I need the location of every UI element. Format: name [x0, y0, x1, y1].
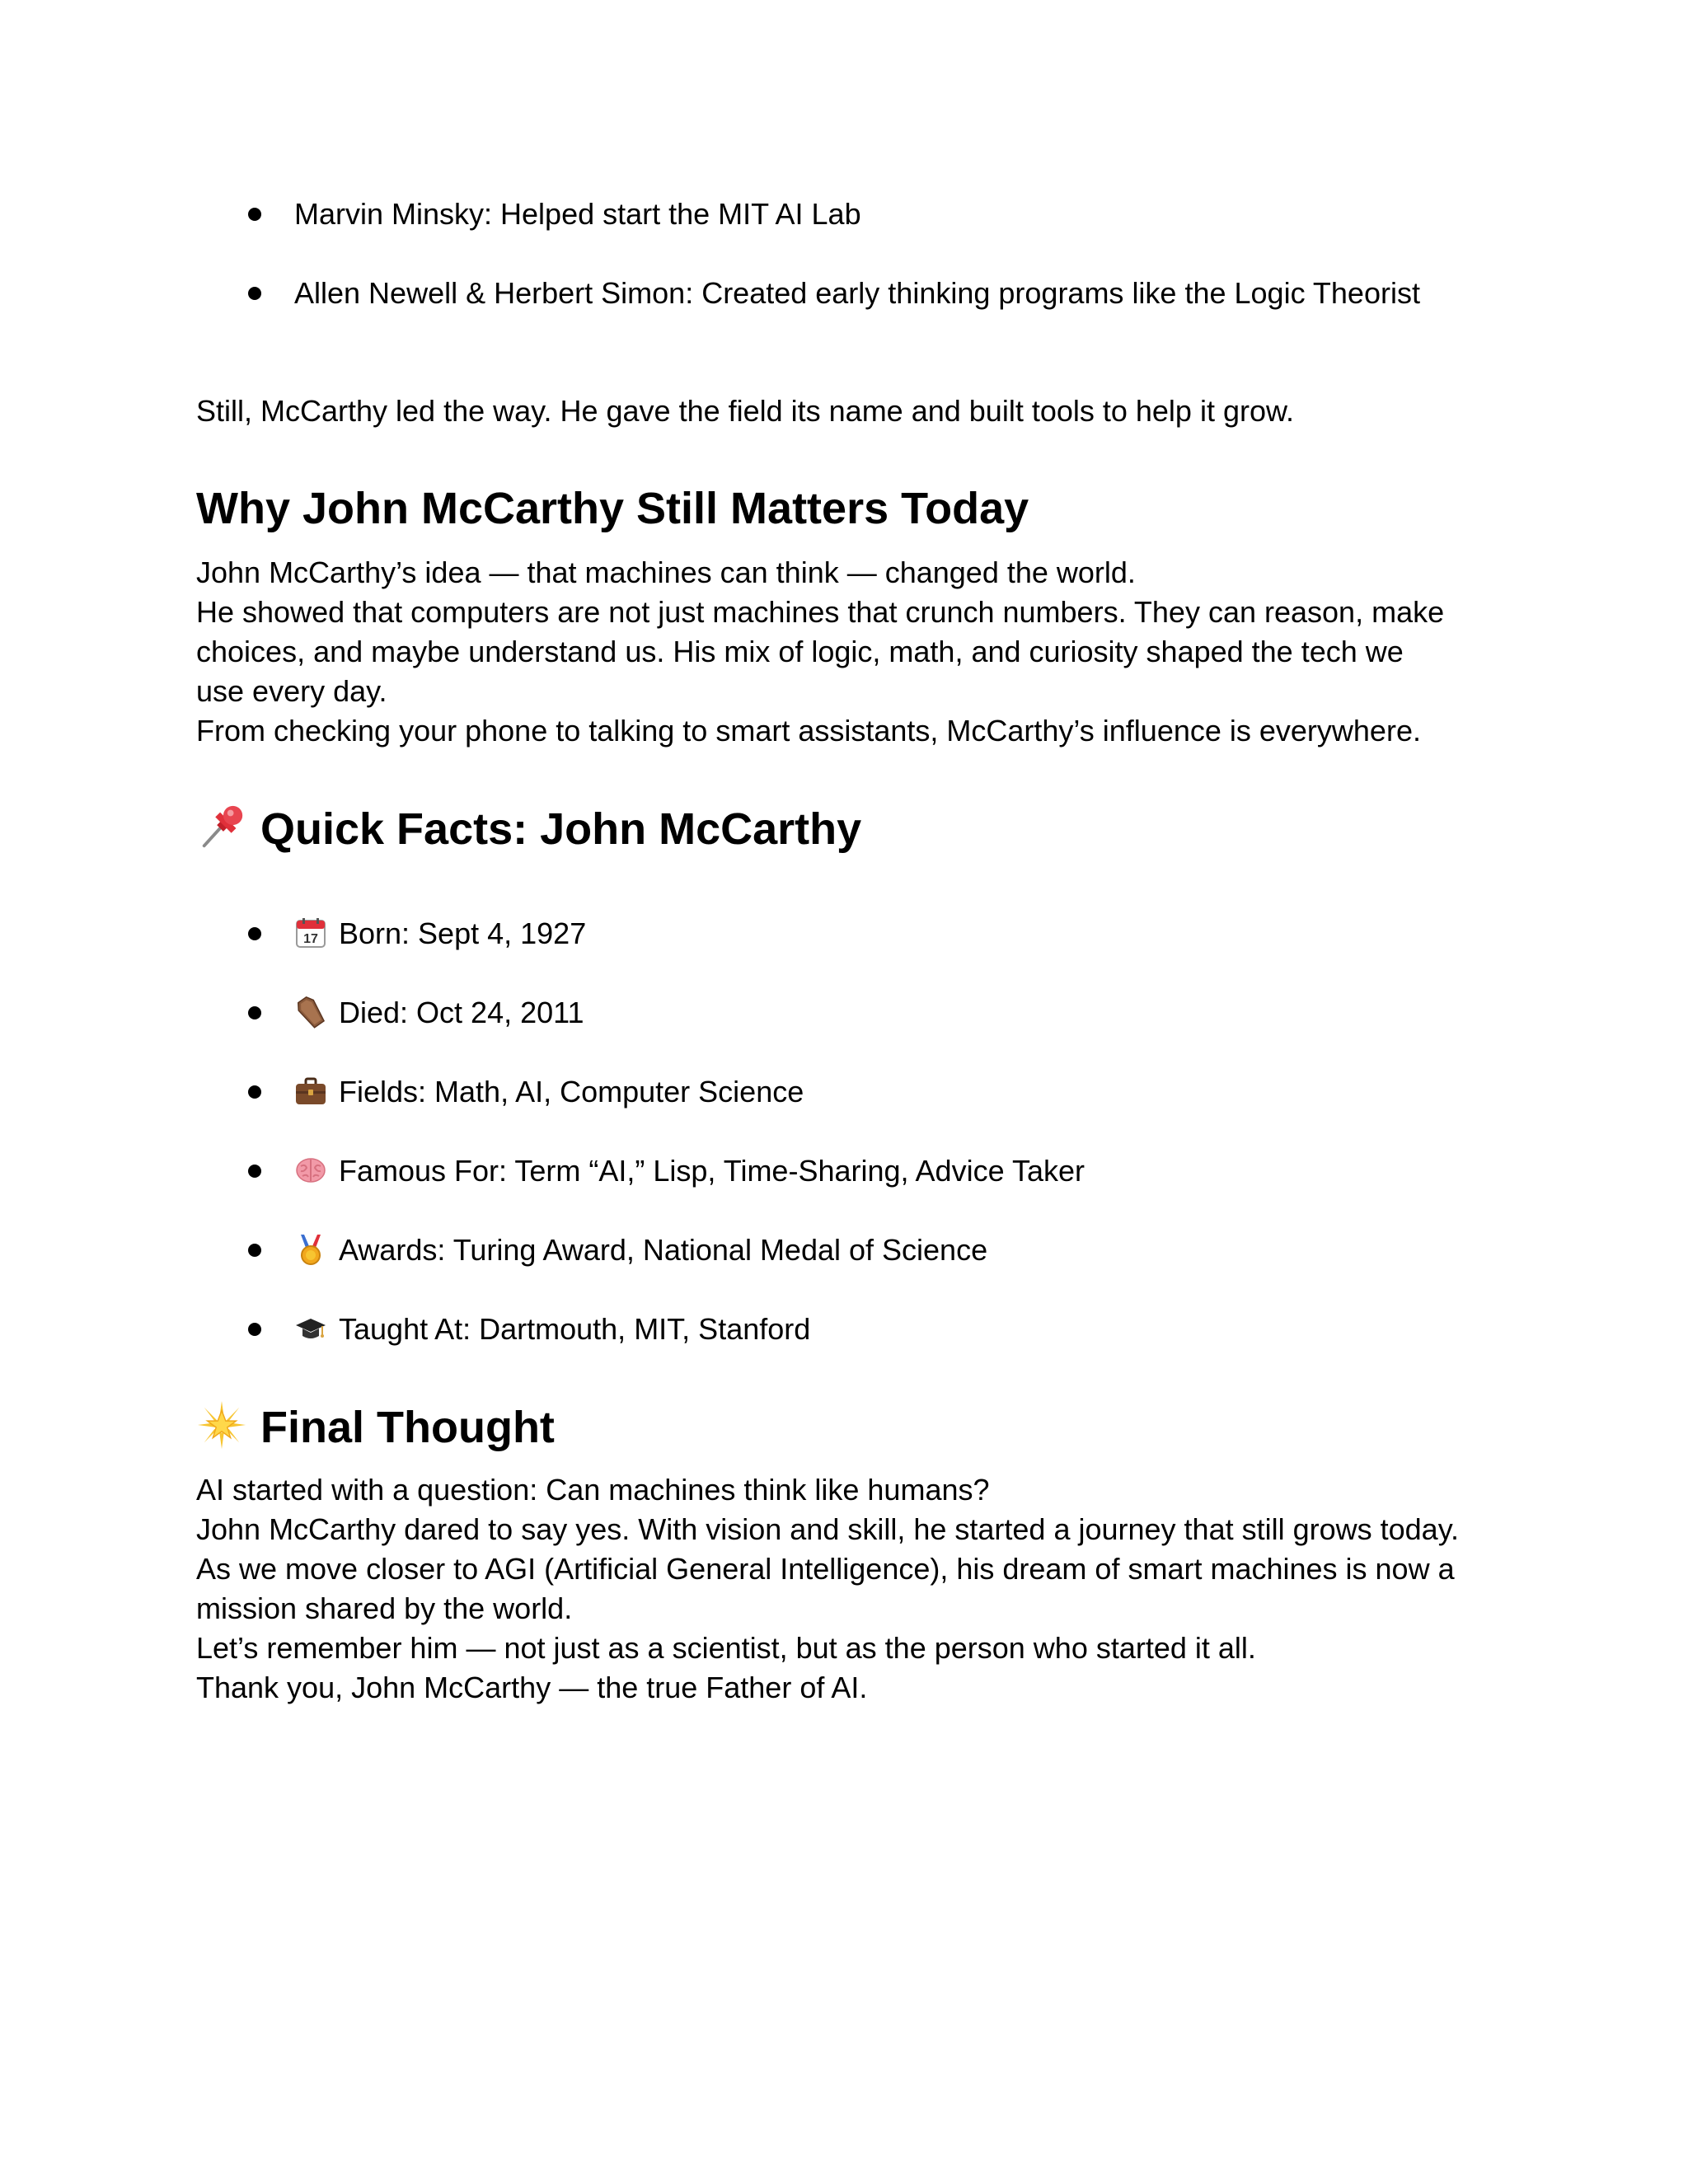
final-paragraph-line: mission shared by the world.: [196, 1591, 573, 1625]
why-paragraph-line: From checking your phone to talking to smart assistants, McCarthy’s influence is everywhere.: [196, 714, 1421, 748]
why-paragraph-line: choices, and maybe understand us. His mix of logic, math, and curiosity shaped the tech we: [196, 635, 1404, 668]
brain-icon: [294, 1154, 327, 1187]
glowing-star-icon: [196, 1399, 247, 1451]
final-paragraph-line: John McCarthy dared to say yes. With vision and skill, he started a journey that still grows today.: [196, 1512, 1460, 1546]
why-paragraph-line: use every day.: [196, 674, 387, 708]
list-item-text: Born: Sept 4, 1927: [339, 916, 587, 950]
bullet-dot: [248, 287, 261, 300]
svg-text:17: 17: [303, 932, 318, 946]
still-paragraph: Still, McCarthy led the way. He gave the field its name and built tools to help it grow.: [196, 394, 1294, 428]
list-item: [294, 914, 586, 954]
bullet-dot: [248, 1085, 261, 1099]
graduation-cap-icon: [294, 1312, 327, 1345]
calendar-icon: [294, 916, 327, 949]
bullet-dot: [248, 208, 261, 221]
medal-icon: [294, 1233, 327, 1266]
quick-facts-heading: [196, 801, 861, 855]
coffin-icon: [294, 996, 327, 1029]
bullet-dot: [248, 1323, 261, 1336]
list-item: Allen Newell & Herbert Simon: Created early thinking programs like the Logic Theorist: [294, 276, 1420, 310]
final-paragraph-line: As we move closer to AGI (Artificial General Intelligence), his dream of smart machines is now a: [196, 1552, 1455, 1586]
pushpin-icon: [196, 801, 247, 852]
bullet-dot: [248, 1006, 261, 1019]
bullet-dot: [248, 1244, 261, 1257]
list-item-text: Taught At: Dartmouth, MIT, Stanford: [339, 1312, 811, 1346]
final-paragraph-line: Thank you, John McCarthy — the true Father of AI.: [196, 1671, 868, 1704]
list-item-text: Died: Oct 24, 2011: [339, 996, 584, 1029]
why-heading: Why John McCarthy Still Matters Today: [196, 484, 1029, 533]
final-thought-title: Final Thought: [260, 1403, 555, 1452]
why-paragraph-line: John McCarthy’s idea — that machines can think — changed the world.: [196, 555, 1136, 589]
why-paragraph-line: He showed that computers are not just machines that crunch numbers. They can reason, make: [196, 595, 1445, 629]
list-item-text: Awards: Turing Award, National Medal of Science: [339, 1233, 988, 1267]
list-item-text: Famous For: Term “AI,” Lisp, Time-Sharing, Advice Taker: [339, 1154, 1085, 1188]
list-item: [294, 1072, 804, 1112]
quick-facts-title: Quick Facts: John McCarthy: [260, 804, 862, 854]
list-item: [294, 993, 584, 1033]
final-paragraph-line: AI started with a question: Can machines think like humans?: [196, 1473, 990, 1507]
bullet-dot: [248, 1165, 261, 1178]
briefcase-icon: [294, 1075, 327, 1108]
final-thought-heading: [196, 1399, 555, 1454]
list-item: [294, 1310, 810, 1349]
list-item: [294, 1230, 987, 1270]
list-item: Marvin Minsky: Helped start the MIT AI Lab: [294, 197, 861, 231]
list-item: [294, 1151, 1085, 1191]
list-item-text: Fields: Math, AI, Computer Science: [339, 1075, 804, 1108]
bullet-dot: [248, 927, 261, 940]
final-paragraph-line: Let’s remember him — not just as a scientist, but as the person who started it all.: [196, 1631, 1256, 1665]
